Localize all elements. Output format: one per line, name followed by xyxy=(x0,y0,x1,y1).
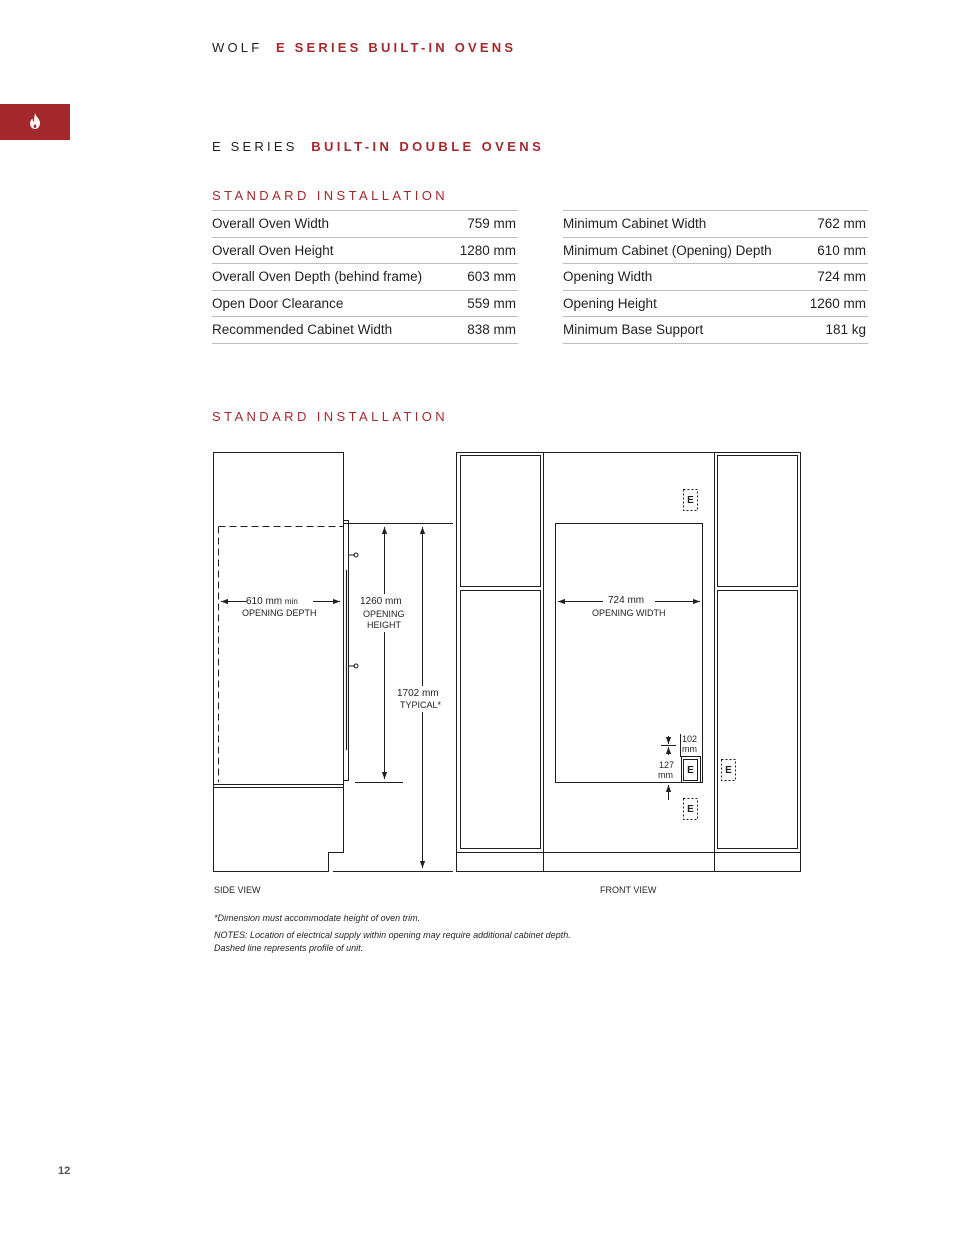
dim-127: 127 xyxy=(659,760,675,770)
note-line-1: NOTES: Location of electrical supply within opening may require additional cabinet depth. xyxy=(214,930,571,940)
electrical-marker: E xyxy=(725,765,732,776)
depth-value: 610 mm xyxy=(246,596,283,607)
section-prefix: E SERIES xyxy=(212,139,298,154)
dim-127-unit: mm xyxy=(658,770,673,780)
width-value: 724 mm xyxy=(608,595,645,606)
table-title: STANDARD INSTALLATION xyxy=(212,188,449,203)
dim-102-unit: mm xyxy=(682,744,697,754)
spec-value: 1260 mm xyxy=(801,290,868,317)
spec-value: 762 mm xyxy=(801,211,868,238)
spec-label: Overall Oven Height xyxy=(212,237,452,264)
depth-caption: OPENING DEPTH xyxy=(242,608,317,618)
spec-value: 559 mm xyxy=(452,290,518,317)
height-value: 1260 mm xyxy=(360,596,402,607)
footnote: *Dimension must accommodate height of oven trim. xyxy=(214,913,421,923)
spec-label: Minimum Cabinet Width xyxy=(563,211,801,238)
electrical-marker: E xyxy=(687,804,694,815)
dim-102: 102 xyxy=(682,734,698,744)
typical-value: 1702 mm xyxy=(397,688,439,699)
spec-value: 181 kg xyxy=(801,317,868,344)
spec-value: 724 mm xyxy=(801,264,868,291)
spec-value: 603 mm xyxy=(452,264,518,291)
diagram-title: STANDARD INSTALLATION xyxy=(212,409,449,424)
spec-label: Minimum Base Support xyxy=(563,317,801,344)
spec-label: Overall Oven Width xyxy=(212,211,452,238)
section-heading: BUILT-IN DOUBLE OVENS xyxy=(311,139,545,154)
electrical-marker: E xyxy=(687,765,694,776)
spec-value: 838 mm xyxy=(452,317,518,344)
spec-label: Opening Width xyxy=(563,264,801,291)
spec-label: Open Door Clearance xyxy=(212,290,452,317)
spec-value: 610 mm xyxy=(801,237,868,264)
side-view-label: SIDE VIEW xyxy=(214,885,261,895)
spec-label: Recommended Cabinet Width xyxy=(212,317,452,344)
header-series: E SERIES BUILT-IN OVENS xyxy=(275,40,517,55)
spec-label: Opening Height xyxy=(563,290,801,317)
depth-label xyxy=(246,596,298,607)
spec-value: 1280 mm xyxy=(452,237,518,264)
height-caption-2: HEIGHT xyxy=(367,620,402,630)
electrical-marker: E xyxy=(687,495,694,506)
side-view-drawing xyxy=(214,453,454,872)
page-number: 12 xyxy=(58,1165,71,1177)
spec-label: Minimum Cabinet (Opening) Depth xyxy=(563,237,801,264)
width-caption: OPENING WIDTH xyxy=(592,608,666,618)
note-line-2: Dashed line represents profile of unit. xyxy=(214,943,364,953)
depth-min: min xyxy=(284,597,298,606)
typical-caption: TYPICAL* xyxy=(400,700,442,710)
brand-name: WOLF xyxy=(212,40,263,55)
spec-value: 759 mm xyxy=(452,211,518,238)
spec-label: Overall Oven Depth (behind frame) xyxy=(212,264,452,291)
front-view-drawing xyxy=(457,453,801,872)
front-view-label: FRONT VIEW xyxy=(600,885,657,895)
height-caption-1: OPENING xyxy=(363,609,405,619)
